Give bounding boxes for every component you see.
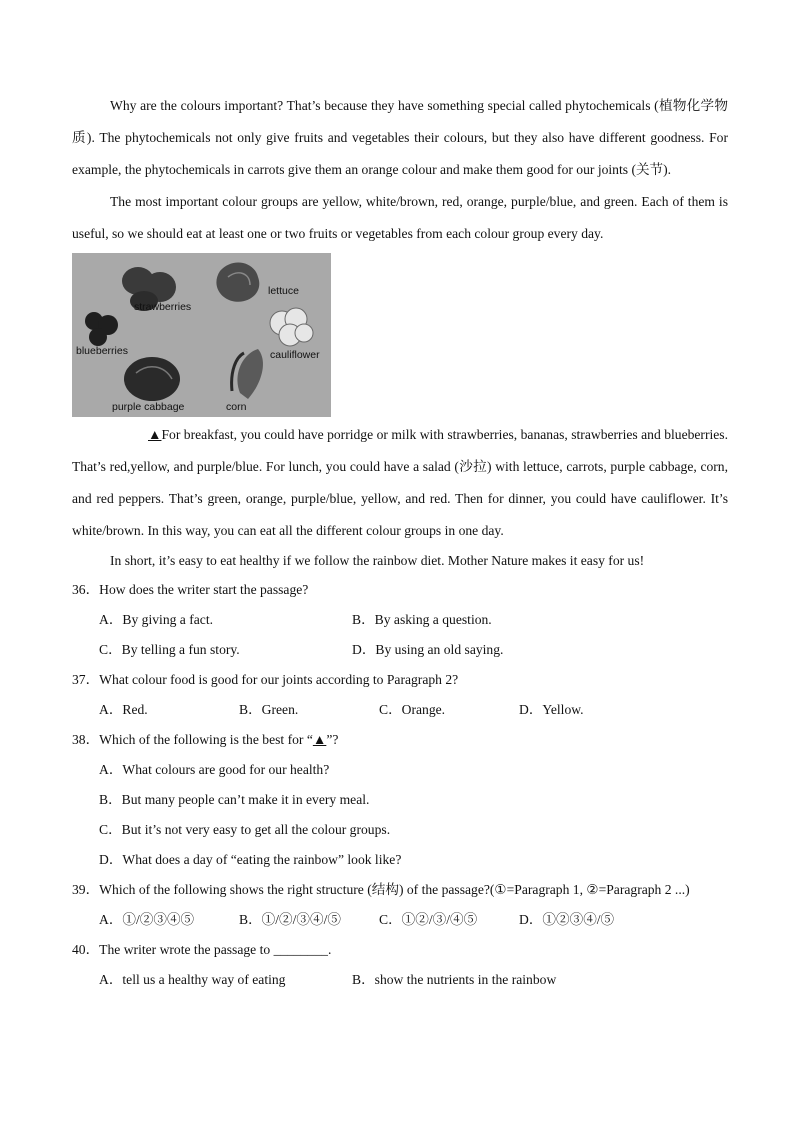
paragraph-2: The most important colour groups are yellow, white/brown, red, orange, purple/blue, and green. Each of them is useful, so we should eat at least one or two fruits or vegetables from each colour group every day. <box>72 194 728 241</box>
q39-option-c: C．①②/③/④⑤ <box>379 912 478 927</box>
question-40-options <box>72 965 728 995</box>
q39-option-d: D．①②③④/⑤ <box>519 912 615 927</box>
q38-option-d: D．What does a day of “eating the rainbow” look like? <box>99 852 402 867</box>
vegetables-picture <box>72 253 331 417</box>
q36-option-d: D．By using an old saying. <box>352 642 504 657</box>
answer-blank: ▲ <box>148 427 162 442</box>
question-40: 40．The writer wrote the passage to ________. <box>72 942 332 957</box>
q37-option-b: B．Green. <box>239 702 299 717</box>
q38-blank: ▲ <box>312 732 327 747</box>
question-36-options-row-2 <box>72 635 728 665</box>
question-36-options-row-1 <box>72 605 728 635</box>
question-39: 39．Which of the following shows the right structure (结构) of the passage?(①=Paragraph 1, ②=Paragraph 2 ...) <box>72 882 690 897</box>
q38-option-c: C．But it’s not very easy to get all the colour groups. <box>99 822 391 837</box>
q39-option-a: A．①/②③④⑤ <box>99 912 195 927</box>
paragraph-1: Why are the colours important? That’s because they have something special called phytochemicals (植物化学物质). The phytochemicals not only give fruits and vegetables their colours, but they also have different goodness. For example, the phytochemicals in carrots give them an orange colour and make them good for our joints (关节). <box>72 98 728 177</box>
q37-option-a: A．Red. <box>99 702 148 717</box>
q37-option-c: C．Orange. <box>379 702 446 717</box>
q38-stem-end: ”? <box>326 732 339 747</box>
q40-option-b: B．show the nutrients in the rainbow <box>352 972 557 987</box>
q38-option-b: B．But many people can’t make it in every meal. <box>99 792 370 807</box>
q36-option-a: A．By giving a fact. <box>99 612 214 627</box>
corn-label: corn <box>226 401 247 413</box>
question-38 <box>72 725 728 755</box>
q36-option-c: C．By telling a fun story. <box>99 642 240 657</box>
question-37: 37．What colour food is good for our joints according to Paragraph 2? <box>72 672 459 687</box>
paragraph-3 <box>72 419 728 547</box>
q39-option-b: B．①/②/③④/⑤ <box>239 912 341 927</box>
paragraph-4: In short, it’s easy to eat healthy if we follow the rainbow diet. Mother Nature makes it easy for us! <box>110 553 645 568</box>
q36-option-b: B．By asking a question. <box>352 612 492 627</box>
blueberries-label: blueberries <box>76 345 128 357</box>
q40-option-a: A．tell us a healthy way of eating <box>99 972 286 987</box>
lettuce-label: lettuce <box>268 285 299 297</box>
document-page <box>72 90 728 995</box>
question-39-options <box>72 905 728 935</box>
q38-stem-start: 38．Which of the following is the best for “ <box>72 732 313 747</box>
vegetables-illustration <box>72 253 331 417</box>
question-36: 36．How does the writer start the passage? <box>72 582 309 597</box>
q37-option-d: D．Yellow. <box>519 702 584 717</box>
purple-cabbage-label: purple cabbage <box>112 401 185 413</box>
q38-option-a: A．What colours are good for our health? <box>99 762 330 777</box>
cauliflower-label: cauliflower <box>270 349 320 361</box>
question-37-options <box>72 695 728 725</box>
strawberries-label: strawberries <box>134 301 192 313</box>
paragraph-3-text: For breakfast, you could have porridge or milk with strawberries, bananas, strawberries and blueberries. That’s red,yellow, and purple/blue. For lunch, you could have a salad (沙拉) with lettuce, carrots, purple cabbage, corn, and red peppers. That’s green, orange, purple/blue, yellow, and red. Then for dinner, you could have cauliflower. It’s white/brown. In this way, you can eat all the different colour groups in one day. <box>72 427 728 538</box>
